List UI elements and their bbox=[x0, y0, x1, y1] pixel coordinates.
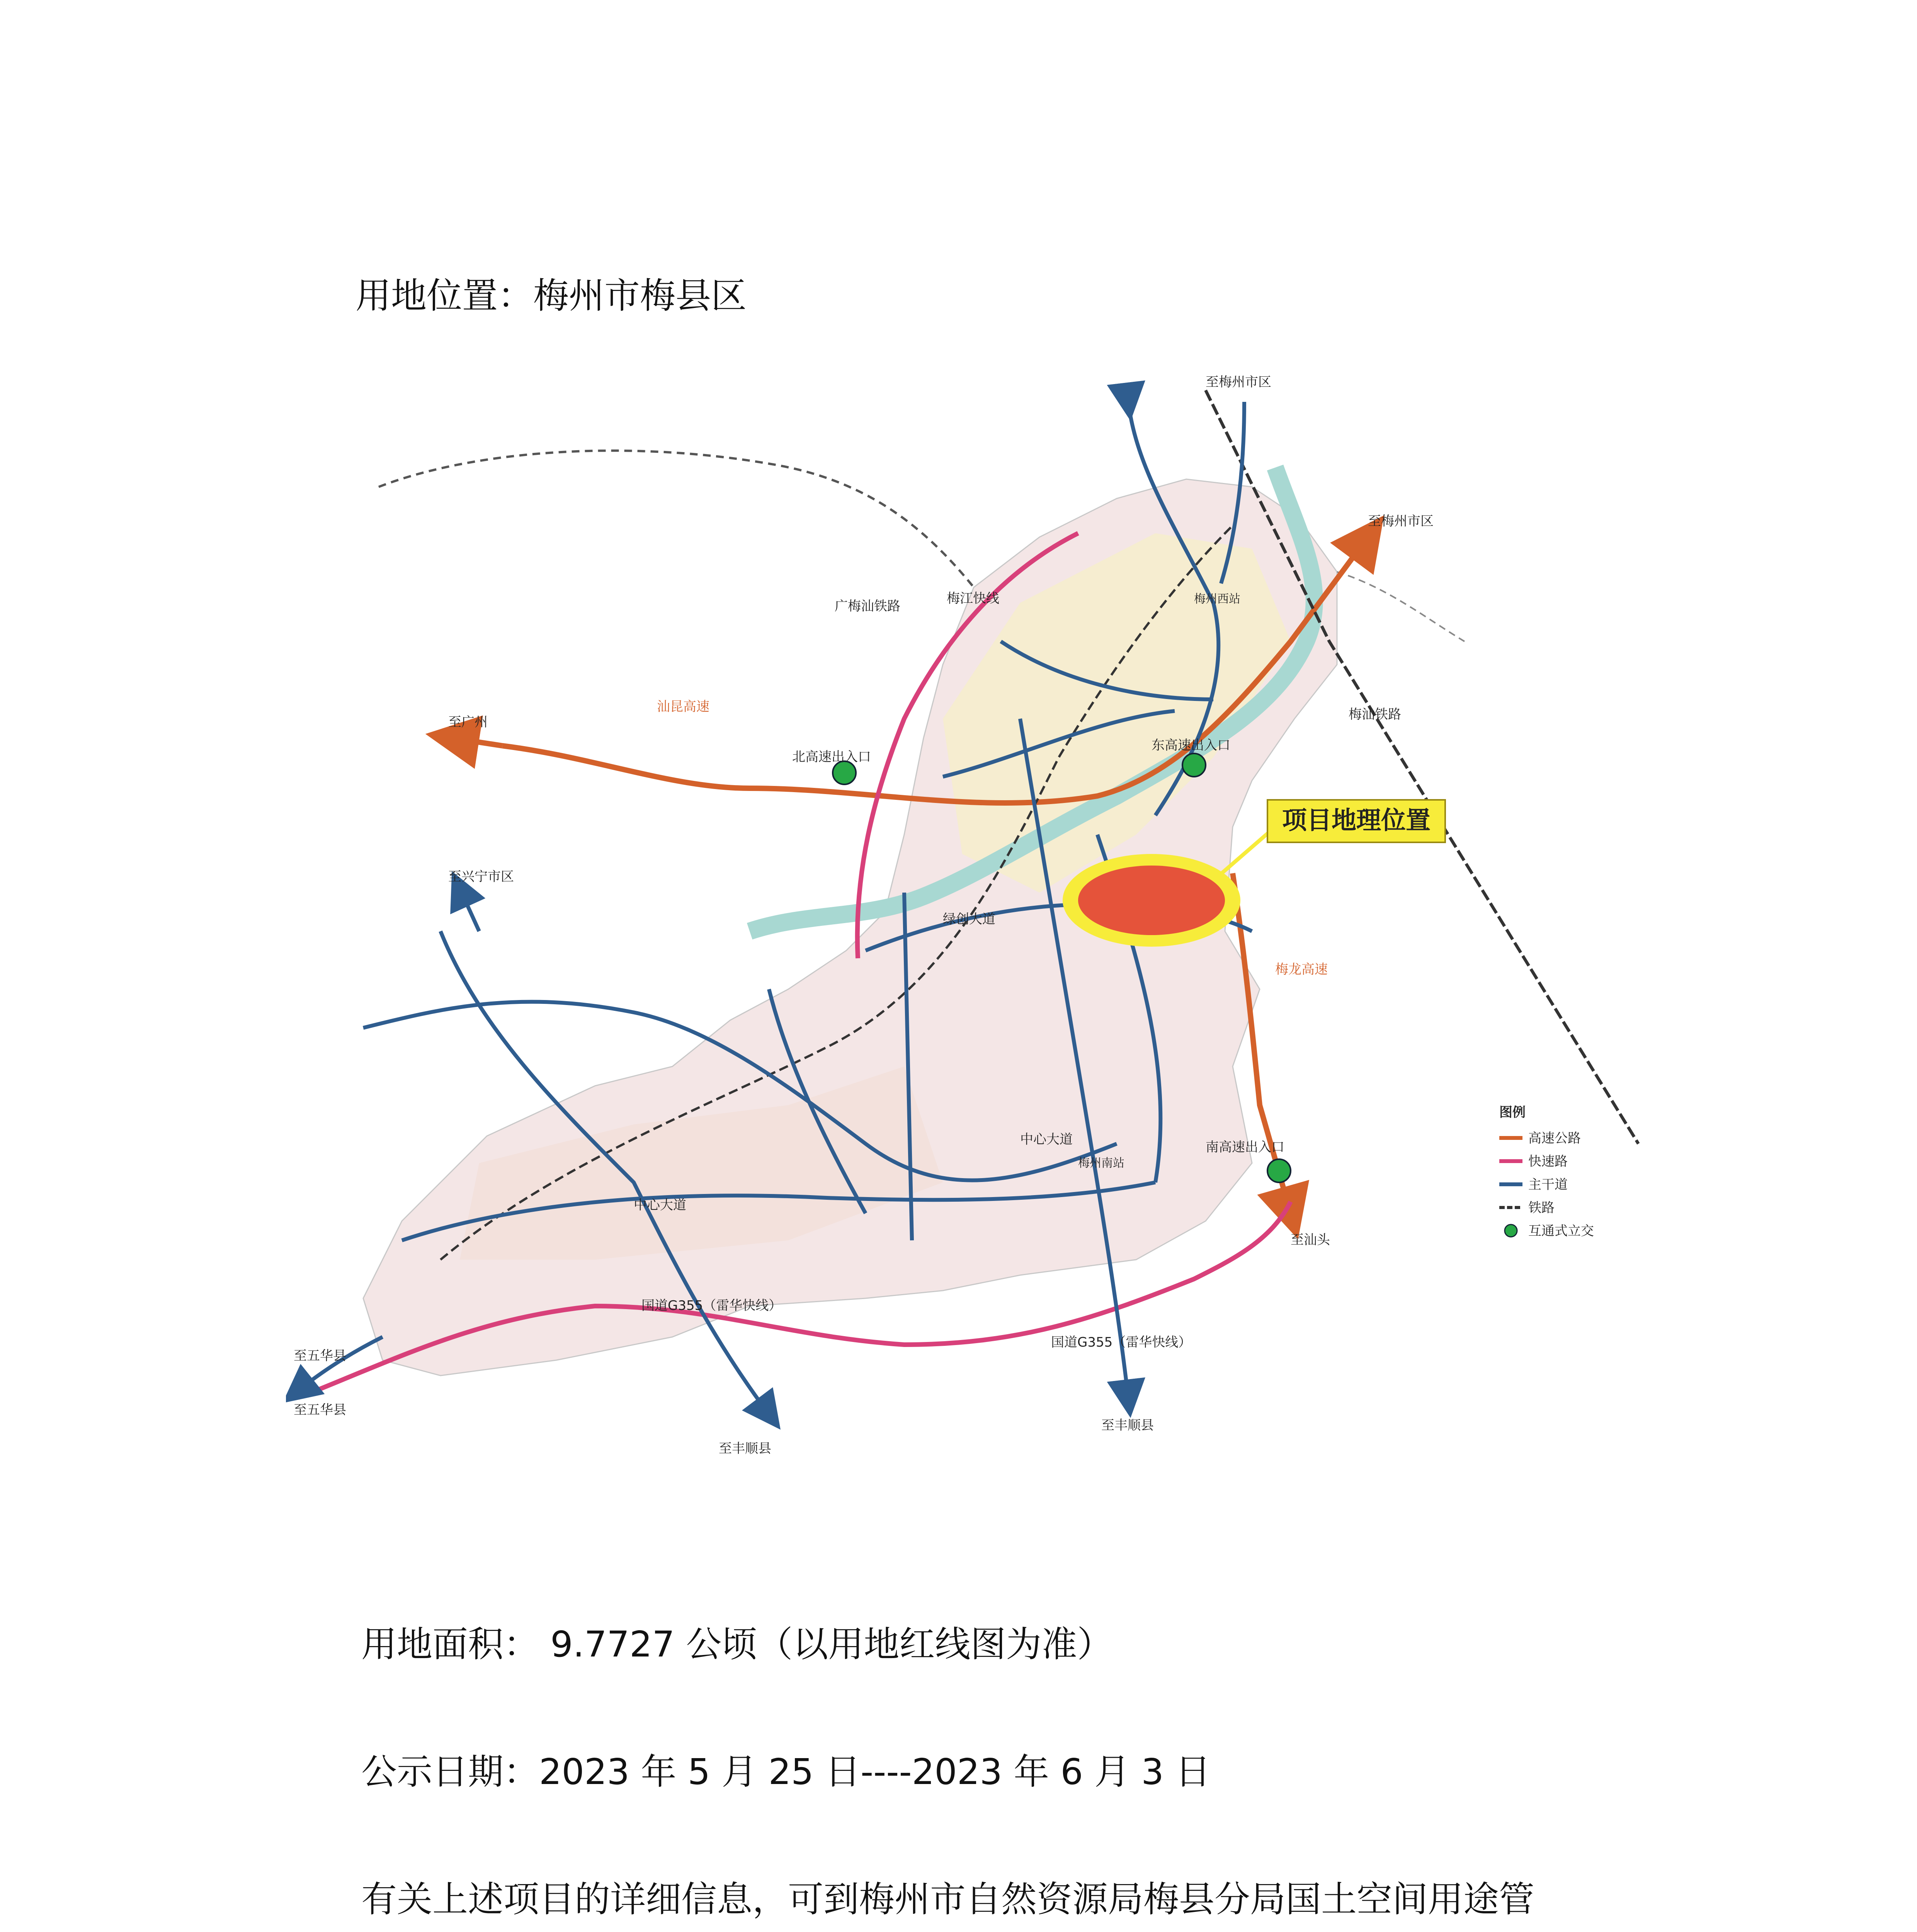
svg-text:梅州西站: 梅州西站 bbox=[1194, 592, 1240, 606]
svg-text:至汕头: 至汕头 bbox=[1291, 1232, 1330, 1248]
callout-label: 项目地理位置 bbox=[1282, 806, 1431, 835]
svg-text:至五华县: 至五华县 bbox=[294, 1402, 346, 1418]
svg-text:快速路: 快速路 bbox=[1528, 1154, 1568, 1169]
svg-text:图例: 图例 bbox=[1499, 1105, 1526, 1120]
svg-text:至梅州市区: 至梅州市区 bbox=[1368, 514, 1434, 529]
svg-text:至丰顺县: 至丰顺县 bbox=[1101, 1418, 1154, 1433]
svg-text:至广州: 至广州 bbox=[448, 714, 488, 730]
svg-text:互通式立交: 互通式立交 bbox=[1528, 1223, 1594, 1239]
svg-text:主干道: 主干道 bbox=[1528, 1177, 1568, 1192]
svg-text:至兴宁市区: 至兴宁市区 bbox=[448, 869, 514, 884]
project-site bbox=[1078, 866, 1225, 935]
svg-text:梅龙高速: 梅龙高速 bbox=[1275, 962, 1328, 977]
svg-text:至五华县: 至五华县 bbox=[294, 1348, 346, 1364]
location-map bbox=[286, 371, 1654, 1492]
map-legend bbox=[1499, 1105, 1594, 1239]
svg-text:东高速出入口: 东高速出入口 bbox=[1152, 738, 1230, 753]
svg-text:南高速出入口: 南高速出入口 bbox=[1206, 1139, 1284, 1155]
svg-text:国道G355（雷华快线）: 国道G355（雷华快线） bbox=[1051, 1335, 1192, 1350]
svg-text:梅汕铁路: 梅汕铁路 bbox=[1349, 707, 1401, 722]
publicity-date: 公示日期：2023 年 5 月 25 日----2023 年 6 月 3 日 bbox=[361, 1751, 1211, 1793]
svg-text:至梅州市区: 至梅州市区 bbox=[1206, 374, 1271, 390]
svg-text:中心大道: 中心大道 bbox=[1020, 1132, 1073, 1147]
svg-text:梅江快线: 梅江快线 bbox=[947, 591, 999, 606]
svg-text:汕昆高速: 汕昆高速 bbox=[657, 699, 709, 714]
svg-text:北高速出入口: 北高速出入口 bbox=[792, 749, 871, 765]
svg-text:中心大道: 中心大道 bbox=[634, 1197, 686, 1213]
land-location: 用地位置：梅州市梅县区 bbox=[356, 275, 747, 316]
land-area-text: 用地面积： 9.7727 公顷（以用地红线图为准） bbox=[361, 1624, 1113, 1665]
svg-text:国道G355（雷华快线）: 国道G355（雷华快线） bbox=[641, 1298, 782, 1313]
svg-text:铁路: 铁路 bbox=[1528, 1200, 1555, 1216]
svg-text:高速公路: 高速公路 bbox=[1528, 1131, 1581, 1146]
svg-text:广梅汕铁路: 广梅汕铁路 bbox=[835, 599, 900, 614]
svg-text:梅州南站: 梅州南站 bbox=[1078, 1156, 1124, 1170]
svg-text:绿创大道: 绿创大道 bbox=[943, 912, 995, 927]
svg-text:至丰顺县: 至丰顺县 bbox=[719, 1441, 771, 1456]
info-paragraph-line-1: 有关上述项目的详细信息，可到梅州市自然资源局梅县分局国土空间用途管 bbox=[361, 1879, 1535, 1920]
